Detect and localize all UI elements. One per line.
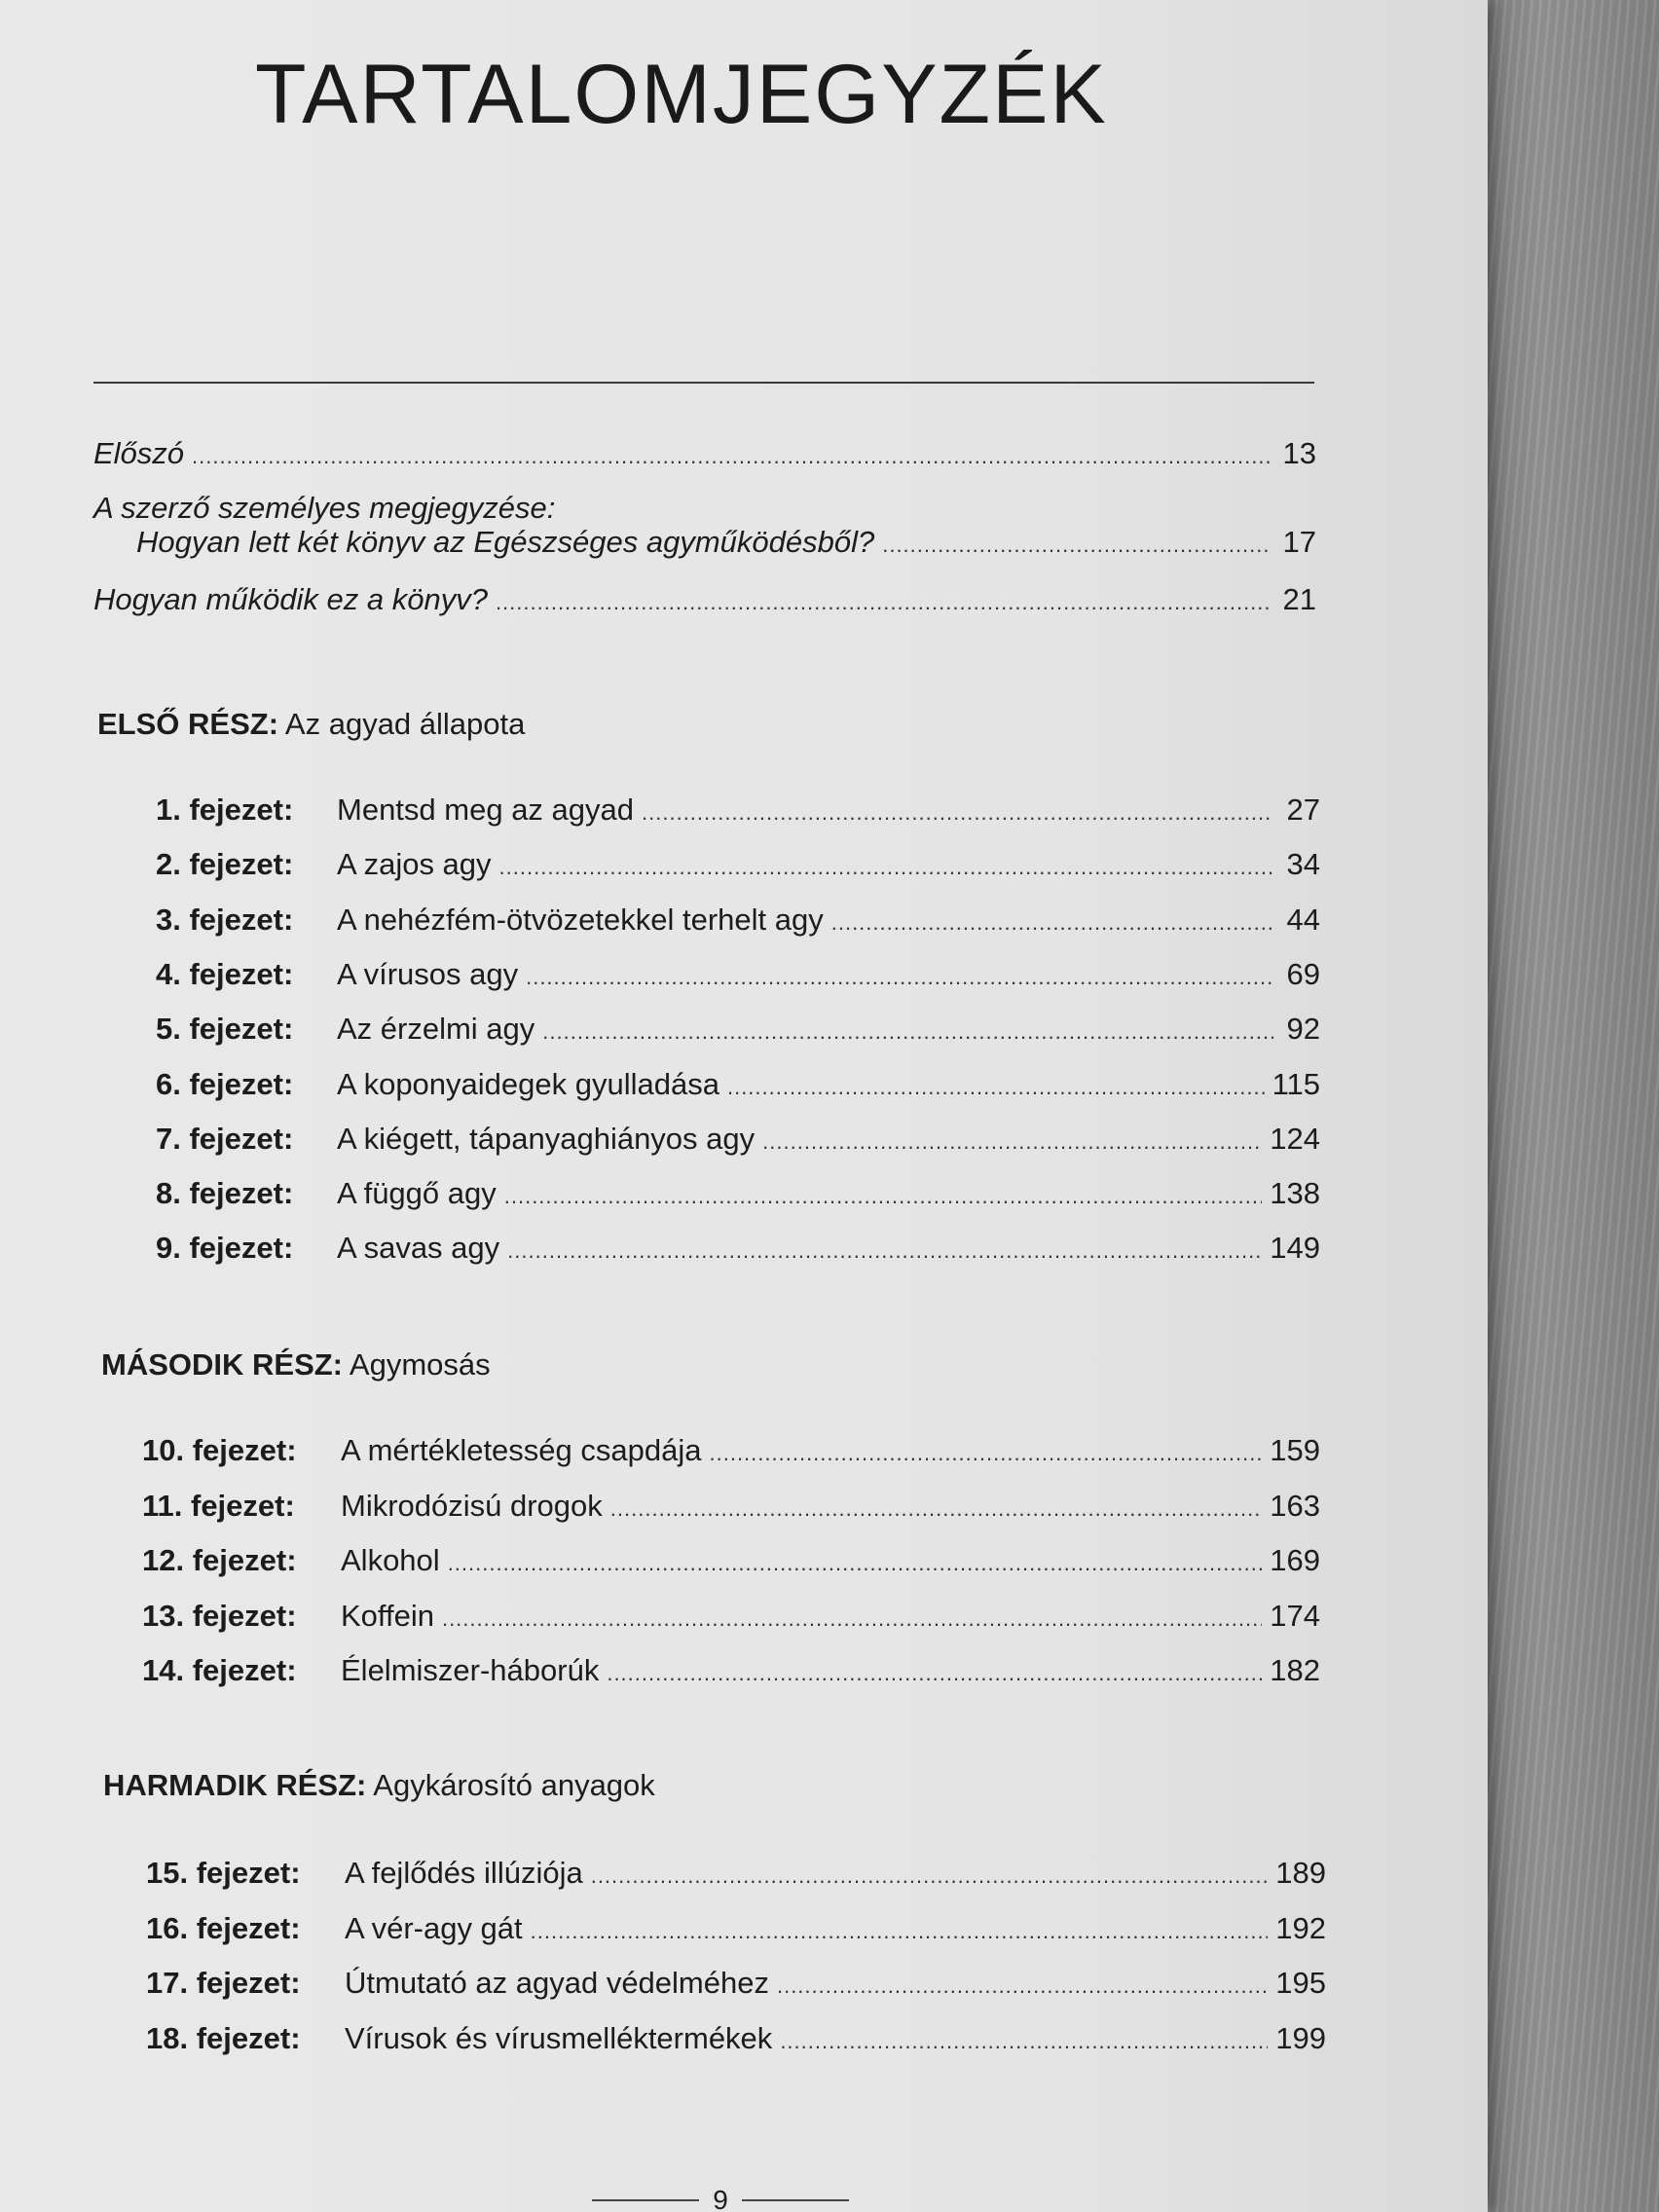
chapter-page: 34: [1286, 847, 1320, 882]
toc-entry-text: Előszó: [93, 436, 185, 470]
part-title: Agykárosító anyagok: [373, 1768, 655, 1802]
chapter-title: A savas agy: [337, 1231, 500, 1266]
chapter-entry: [146, 1854, 1326, 1893]
part-heading: [97, 705, 525, 744]
chapter-entry: [142, 1487, 1320, 1526]
chapter-page: 195: [1275, 1966, 1326, 2000]
part-heading: [103, 1766, 655, 1805]
chapter-page: 163: [1270, 1488, 1320, 1523]
chapter-title: Mentsd meg az agyad: [337, 793, 635, 827]
page-backdrop: [1460, 0, 1659, 2212]
chapter-page: 174: [1270, 1598, 1320, 1633]
chapter-entry: [156, 1174, 1320, 1213]
chapter-title: A nehézfém-ötvözetekkel terhelt agy: [337, 902, 824, 937]
chapter-page: 115: [1272, 1066, 1320, 1101]
chapter-entry: [146, 1964, 1326, 2003]
chapter-entry: [146, 2019, 1326, 2058]
dot-leader: [542, 1013, 1273, 1051]
dot-leader: [442, 1600, 1262, 1639]
toc-entry-page: 17: [1282, 525, 1316, 559]
chapter-page: 44: [1286, 902, 1320, 937]
chapter-title: Élelmiszer-háborúk: [341, 1653, 600, 1687]
toc-entry-page: 21: [1282, 582, 1316, 616]
dot-leader: [727, 1068, 1265, 1107]
dot-leader: [762, 1123, 1262, 1161]
footer-rule: [592, 2199, 699, 2201]
toc-entry-page: 13: [1282, 436, 1316, 470]
chapter-label: 5. fejezet:: [156, 1012, 294, 1047]
part-title: Az agyad állapota: [284, 707, 526, 741]
chapter-title: A mértékletesség csapdája: [341, 1433, 702, 1467]
chapter-entry: [156, 955, 1320, 994]
chapter-label: 8. fejezet:: [156, 1176, 294, 1211]
dot-leader: [610, 1490, 1262, 1529]
chapter-page: 159: [1270, 1433, 1320, 1467]
toc-entry-text: Hogyan működik ez a könyv?: [93, 582, 488, 616]
page-number: 9: [713, 2185, 728, 2212]
chapter-page: 182: [1270, 1653, 1320, 1687]
chapter-label: 4. fejezet:: [156, 956, 294, 991]
page-footer: [565, 2181, 876, 2212]
toc-entry-text: Hogyan lett két könyv az Egészséges agyműködésből?: [136, 525, 875, 559]
dot-leader: [777, 1967, 1268, 2006]
chapter-page: 92: [1286, 1012, 1320, 1047]
toc-entry-foreword: [93, 434, 1316, 473]
chapter-entry: [142, 1431, 1320, 1470]
chapter-label: 12. fejezet:: [142, 1543, 297, 1577]
part-label: HARMADIK RÉSZ:: [103, 1768, 367, 1802]
chapter-entry: [142, 1597, 1320, 1636]
chapter-label: 6. fejezet:: [156, 1066, 294, 1101]
toc-entry-how-it-works: [93, 580, 1316, 619]
chapter-page: 69: [1286, 956, 1320, 991]
dot-leader: [496, 583, 1270, 622]
chapter-entry: [156, 1065, 1320, 1104]
chapter-label: 7. fejezet:: [156, 1121, 294, 1156]
chapter-entry: [156, 1120, 1320, 1159]
chapter-entry: [142, 1651, 1320, 1690]
chapter-label: 10. fejezet:: [142, 1433, 297, 1467]
chapter-entry: [156, 791, 1320, 830]
dot-leader: [192, 437, 1270, 476]
chapter-page: 199: [1275, 2020, 1326, 2055]
footer-rule: [742, 2199, 849, 2201]
chapter-title: A kiégett, tápanyaghiányos agy: [337, 1121, 756, 1156]
title-rule: [93, 382, 1314, 384]
chapter-title: A fejlődés illúziója: [345, 1856, 583, 1890]
chapter-label: 2. fejezet:: [156, 847, 294, 882]
chapter-label: 1. fejezet:: [156, 793, 294, 827]
chapter-title: Az érzelmi agy: [337, 1012, 535, 1047]
dot-leader: [642, 793, 1273, 832]
dot-leader: [448, 1544, 1263, 1583]
dot-leader: [607, 1654, 1262, 1693]
chapter-title: A függő agy: [337, 1176, 497, 1211]
chapter-entry: [156, 901, 1320, 940]
chapter-label: 15. fejezet:: [146, 1856, 301, 1890]
chapter-title: Útmutató az agyad védelméhez: [345, 1966, 769, 2000]
chapter-title: Vírusok és vírusmelléktermékek: [345, 2020, 773, 2055]
chapter-page: 189: [1275, 1856, 1326, 1890]
dot-leader: [831, 903, 1273, 942]
chapter-label: 16. fejezet:: [146, 1910, 301, 1945]
chapter-entry: [156, 845, 1320, 884]
dot-leader: [499, 848, 1273, 887]
chapter-page: 124: [1270, 1121, 1320, 1156]
chapter-title: Mikrodózisú drogok: [341, 1488, 603, 1523]
chapter-label: 18. fejezet:: [146, 2020, 301, 2055]
dot-leader: [591, 1857, 1269, 1896]
part-title: Agymosás: [349, 1347, 491, 1382]
chapter-page: 169: [1270, 1543, 1320, 1577]
chapter-title: A koponyaidegek gyulladása: [337, 1066, 719, 1101]
chapter-entry: [142, 1541, 1320, 1580]
chapter-entry: [156, 1229, 1320, 1268]
chapter-title: A vér-agy gát: [345, 1910, 523, 1945]
chapter-label: 17. fejezet:: [146, 1966, 301, 2000]
dot-leader: [504, 1177, 1263, 1216]
chapter-entry: [156, 1010, 1320, 1049]
chapter-page: 138: [1270, 1176, 1320, 1211]
dot-leader: [882, 526, 1270, 565]
chapter-label: 3. fejezet:: [156, 902, 294, 937]
chapter-title: Koffein: [341, 1598, 434, 1633]
chapter-page: 149: [1270, 1231, 1320, 1266]
chapter-label: 9. fejezet:: [156, 1231, 294, 1266]
dot-leader: [526, 958, 1273, 997]
dot-leader: [780, 2022, 1268, 2061]
dot-leader: [531, 1912, 1269, 1951]
toc-entry-author-note: A szerző személyes megjegyzése:: [93, 491, 556, 525]
chapter-title: Alkohol: [341, 1543, 440, 1577]
dot-leader: [710, 1434, 1263, 1473]
chapter-label: 11. fejezet:: [142, 1488, 295, 1523]
chapter-title: A zajos agy: [337, 847, 492, 882]
part-label: MÁSODIK RÉSZ:: [101, 1347, 343, 1382]
chapter-entry: [146, 1909, 1326, 1948]
dot-leader: [507, 1232, 1262, 1271]
part-heading: [101, 1346, 491, 1384]
chapter-page: 192: [1275, 1910, 1326, 1945]
chapter-title: A vírusos agy: [337, 956, 519, 991]
chapter-label: 14. fejezet:: [142, 1653, 297, 1687]
page-title: TARTALOMJEGYZÉK: [255, 48, 1108, 141]
chapter-label: 13. fejezet:: [142, 1598, 297, 1633]
chapter-page: 27: [1286, 793, 1320, 827]
part-label: ELSŐ RÉSZ:: [97, 707, 279, 741]
toc-entry-two-books: [136, 523, 1316, 562]
